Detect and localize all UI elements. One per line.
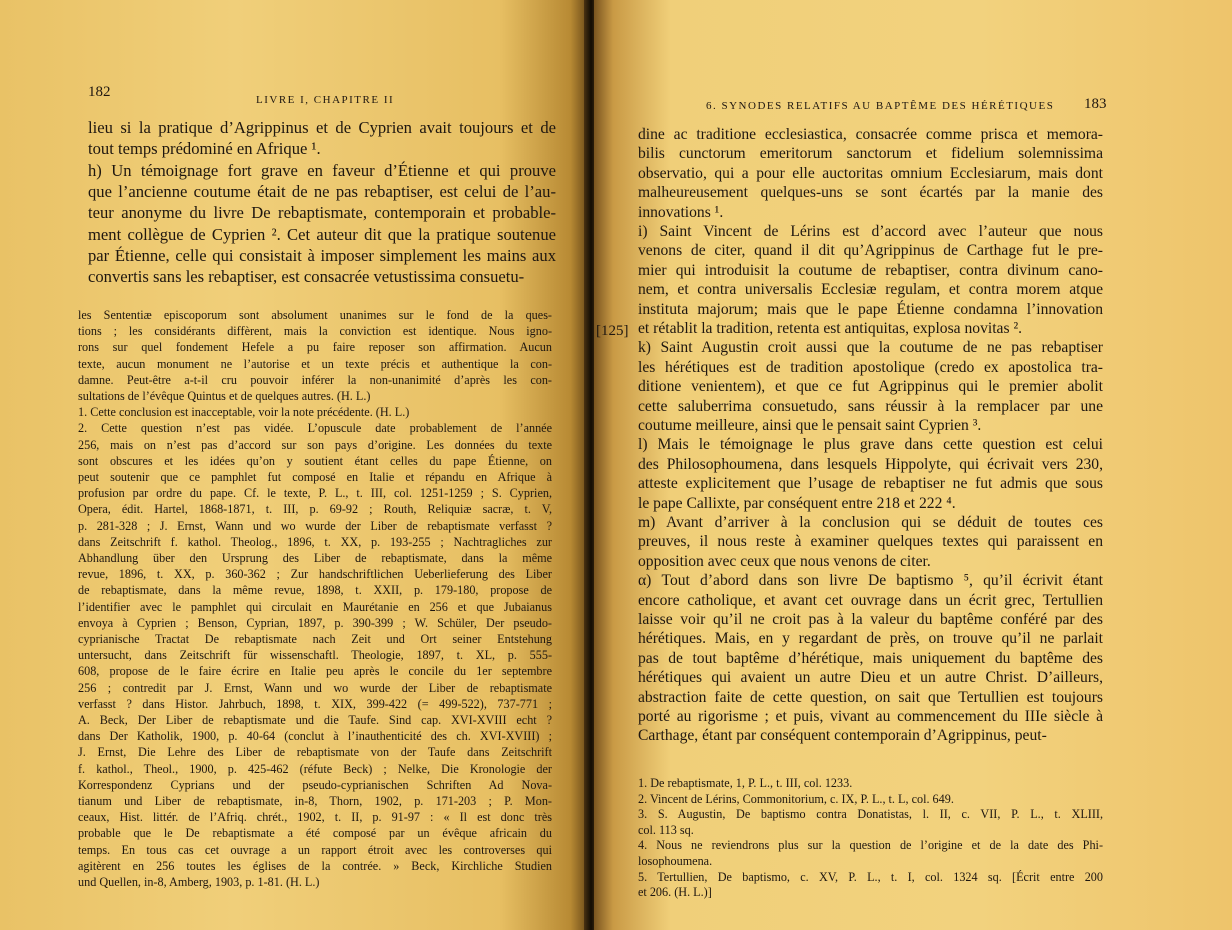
footnote-line: Opera, édit. Hartel, 1868-1871, t. III, p. 69-92 ; Routh, Reliquiæ sacræ, t. V, <box>78 502 552 517</box>
footnote-line: sultations de l’évêque Quintus et de quelques autres. (H. L.) <box>78 389 371 403</box>
text-line: venons de citer, quand il dit qu’Agrippinus de Carthage fut le pre- <box>638 242 1103 260</box>
running-head: 6. SYNODES RELATIFS AU BAPTÊME DES HÉRÉTIQUES <box>706 100 1055 112</box>
text-line: k) Saint Augustin croit aussi que la coutume de ne pas rebaptiser <box>638 339 1103 357</box>
footnote-line: 5. Tertullien, De baptismo, c. XV, P. L., t. I, col. 1324 sq. [Écrit entre 200 <box>638 869 1103 884</box>
footnote-line: col. 113 sq. <box>638 822 694 837</box>
text-line: porté au rigorisme ; et puis, vivant au commencement du IIIe siècle à <box>638 708 1103 725</box>
text-line: Carthage, étant par conséquent contemporain d’Agrippinus, peut- <box>638 727 1047 745</box>
text-line: lieu si la pratique d’Agrippinus et de Cyprien avait toujours et de <box>88 118 556 137</box>
footnote-line: damne. Peut-être a-t-il cru pouvoir inférer la non-unanimité d’après les con- <box>78 372 552 387</box>
text-line: des Philosophoumena, dans lesquels Hippolyte, qui écrivait vers 230, <box>638 455 1103 473</box>
text-line: mier qui introduisit la coutume de rebaptiser, contra divinum cano- <box>638 261 1103 279</box>
text-line: pas de tout baptême d’hérétique, mais uniquement du baptême des <box>638 649 1103 667</box>
footnote-line: untersucht, dans Zeitschrift für wissenschaftl. Theologie, 1897, t. XL, p. 555- <box>78 648 552 663</box>
footnote-line: rons sur quel fondement Hefele a pu faire reposer son affirmation. Aucun <box>78 340 552 355</box>
text-line: observatio, qui a pour elle auctoritas omnium Ecclesiarum, mais dont <box>638 164 1103 182</box>
text-line: et rétablit la tradition, retenta est antiquitas, explosa novitas ². <box>638 320 1023 337</box>
footnote-line: und Quellen, in-8, Amberg, 1903, p. 1-81. (H. L.) <box>78 875 320 889</box>
text-line: abstraction faite de cette question, on sait que Tertullien est toujours <box>638 688 1103 706</box>
text-line: convertis sans les rebaptiser, est consacrée vetustissima consuetu- <box>88 267 525 287</box>
footnote-line: agitèrent en 256 toutes les églises de la contrée. » Beck, Kirchliche Studien <box>78 858 552 873</box>
text-line: l) Mais le témoignage le plus grave dans cette question est celui <box>638 436 1103 454</box>
footnote-line: J. Ernst, Die Lehre des Liber de rebaptismate von der Taufe dans Zeitschrift <box>78 745 552 760</box>
footnote-line: peut soutenir que ce pamphlet fut composé en Italie et répandu en Afrique à <box>78 470 552 484</box>
footnote-line: Korrespondenz Cyprians und der pseudo-cyprianischen Schriften Ad Nova- <box>78 777 552 792</box>
footnote-line: tianum und Liber de rebaptismate, in-8, Thorn, 1902, p. 171-203 ; P. Mon- <box>78 794 552 808</box>
footnote-line: envoya à Cyprien ; Benson, Cyprian, 1897, p. 390-399 ; W. Schüler, Der pseudo- <box>78 615 552 630</box>
footnote-line: 4. Nous ne reviendrons plus sur la question de l’origine et de la date des Phi- <box>638 838 1103 853</box>
text-line: hérétiques. Mais, en y regardant de près, on trouve qu’il ne parlait <box>638 630 1103 648</box>
footnote-line: losophoumena. <box>638 854 713 868</box>
text-line: nem, et contra universalis Ecclesiæ regulam, et contra morem atque <box>638 281 1103 299</box>
running-head: LIVRE I, CHAPITRE II <box>256 94 395 106</box>
text-line: bilis cunctorum emeritorum sanctorum et fidelium solemnissima <box>638 145 1103 163</box>
text-line: innovations ¹. <box>638 203 724 221</box>
text-line: les hérétiques est de tradition apostolique (credo ex apostolica tra- <box>638 358 1103 376</box>
footnote-line: ceaux, Hist. littér. de l’Afriq. chrét., 1902, t. II, p. 91-97 : « Il est donc très <box>78 810 552 825</box>
footnote-line: dans Der Katholik, 1900, p. 40-64 (conclut à l’inauthenticité des ch. XVI-XVIII) ; <box>78 729 552 744</box>
text-line: par Étienne, celle qui consistait à imposer simplement les mains aux <box>88 245 556 265</box>
margin-marker: [125] <box>596 323 629 339</box>
text-line: ditione venientem), et que ce fut Agrippinus qui le premier abolit <box>638 378 1103 396</box>
text-line: instituta majorum; mais que le pape Étienne condamna l’innovation <box>638 300 1103 318</box>
right-page <box>594 0 1232 930</box>
footnote-line: Abhandlung über den Ursprung des Liber de rebaptismate, dans la même <box>78 551 552 565</box>
footnote-line: les Sententiæ episcoporum sont absolument unanimes sur le fond de la ques- <box>78 308 552 322</box>
footnote-line: l’identifier avec le pamphlet qui circulait en Maurétanie en 256 et que Jubaianus <box>78 599 552 614</box>
footnote-line: 608, propose de le faire écrire en Italie peu après le concile du 1er septembre <box>78 664 552 679</box>
page-number: 182 <box>88 84 111 100</box>
text-line: m) Avant d’arriver à la conclusion qui se déduit de toutes ces <box>638 514 1103 531</box>
text-line: dine ac traditione ecclesiastica, consacrée comme prisca et memora- <box>638 126 1103 143</box>
left-page <box>0 0 588 930</box>
text-line: le pape Callixte, par conséquent entre 218 et 222 ⁴. <box>638 494 956 512</box>
text-line: que l’ancienne coutume était de ne pas rebaptiser, est celui de l’au- <box>88 181 556 201</box>
text-line: tout temps prédominé en Afrique ¹. <box>88 139 321 159</box>
footnote-line: 1. De rebaptismate, 1, P. L., t. III, col. 1233. <box>638 776 853 790</box>
footnote-line: de rebaptismate, dans la même revue, 1898, t. XXII, p. 179-180, propose de <box>78 583 552 598</box>
footnote-line: sont obscures et les idées qu’on y soutient étant celles du pape Étienne, on <box>78 453 552 468</box>
footnote-line: profusion par ordre du pape. Cf. le texte, P. L., t. III, col. 1251-1259 ; S. Cyprien, <box>78 486 552 501</box>
footnote-line: tions ; les considérants diffèrent, mais la conviction est identique. Nous igno- <box>78 324 552 339</box>
footnote-line: dans Zeitschrift f. kathol. Theolog., 1896, t. XX, p. 193-255 ; Nachtragliches zur <box>78 534 552 549</box>
text-line: encore catholique, et avant cet ouvrage dans un écrit grec, Tertullien <box>638 591 1103 609</box>
text-line: α) Tout d’abord dans son livre De baptismo ⁵, qu’il écrivit étant <box>638 572 1103 590</box>
footnote-line: f. kathol., Theol., 1900, p. 425-462 (réfute Beck) ; Nelke, Die Kronologie der <box>78 761 552 776</box>
footnote-line: revue, 1896, t. XX, p. 360-362 ; Zur handschriftlichen Ueberlieferung des Liber <box>78 567 552 582</box>
text-line: i) Saint Vincent de Lérins est d’accord avec l’auteur que nous <box>638 223 1103 240</box>
footnote-line: 2. Cette question n’est pas vidée. L’opuscule date probablement de l’année <box>78 421 552 436</box>
footnote-line: texte, aucun monument ne l’autorise et un texte précis et authentique la con- <box>78 356 552 371</box>
footnote-line: 3. S. Augustin, De baptismo contra Donatistas, l. II, c. VII, P. L., t. XLIII, <box>638 807 1103 822</box>
footnote-line: verfasst ? dans Histor. Jahrbuch, 1898, t. XIX, 399-422 (= 499-522), 737-771 ; <box>78 696 552 711</box>
page-number: 183 <box>1084 96 1107 112</box>
footnote-line: 256 ; contredit par J. Ernst, Wann und wo wurde der Liber de rebaptismate <box>78 680 552 695</box>
footnote-line: temps. En tous cas cet ouvrage a un rapport étroit avec les controverses qui <box>78 842 552 857</box>
footnote-line: cyprianische Tractat De rebaptismate nach Zeit und Ort seiner Entstehung <box>78 632 552 646</box>
text-line: malheureusement quelques-uns se sont écartés par la manie des <box>638 184 1103 202</box>
text-line: opposition avec ceux que nous venons de citer. <box>638 552 931 570</box>
footnote-line: et 206. (H. L.)] <box>638 885 712 900</box>
text-line: teur anonyme du livre De rebaptismate, contemporain et probable- <box>88 203 556 223</box>
text-line: h) Un témoignage fort grave en faveur d’Étienne et qui prouve <box>88 160 556 180</box>
text-line: ment collègue de Cyprien ². Cet auteur dit que la pratique soutenue <box>88 224 556 244</box>
text-line: coutume meilleure, ainsi que le pensait saint Cyprien ³. <box>638 417 982 434</box>
text-line: cette saluberrima consuetudo, sans réussir à la remplacer par une <box>638 397 1103 415</box>
footnote-line: p. 281-328 ; J. Ernst, Wann und wo wurde der Liber de rebaptismate verfasst ? <box>78 518 552 533</box>
footnote-line: 256, mais on n’est pas d’accord sur son pays d’origine. Les données du texte <box>78 437 552 452</box>
text-line: preuves, il nous reste à examiner quelques textes qui paraissent en <box>638 533 1103 551</box>
text-line: hérétiques qui avaient un autre Dieu et un autre Christ. D’ailleurs, <box>638 669 1103 687</box>
footnote-line: 1. Cette conclusion est inacceptable, voir la note précédente. (H. L.) <box>78 405 410 420</box>
text-line: laisse voir qu’il ne croit pas à la valeur du baptême conféré par des <box>638 611 1103 628</box>
footnote-line: probable que le De rebaptismate a été composé par un évêque africain du <box>78 826 552 841</box>
text-line: atteste explicitement que l’usage de rebaptiser ne fut admis que sous <box>638 475 1103 493</box>
footnote-line: A. Beck, Der Liber de rebaptismate und die Taufe. Sind cap. XVI-XVIII echt ? <box>78 713 552 727</box>
footnote-line: 2. Vincent de Lérins, Commonitorium, c. IX, P. L., t. L, col. 649. <box>638 791 954 806</box>
